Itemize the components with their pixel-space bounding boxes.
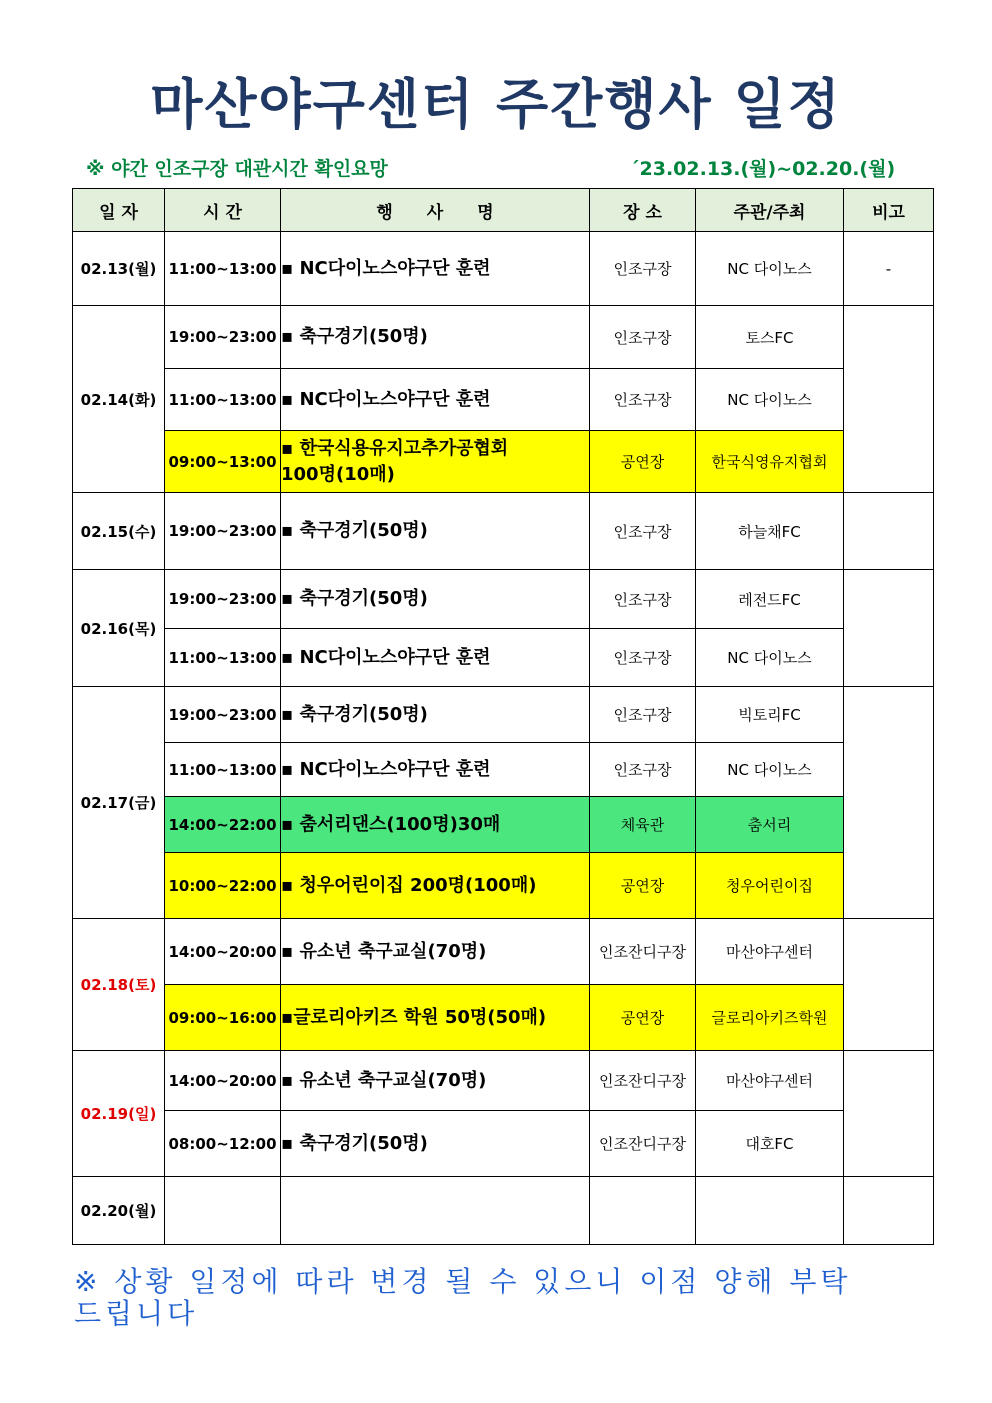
time-cell: 08:00~12:00	[165, 1111, 281, 1177]
time-cell: 11:00~13:00	[165, 232, 281, 306]
place-cell: 인조잔디구장	[590, 919, 696, 985]
place-cell: 인조구장	[590, 629, 696, 687]
table-row	[73, 232, 934, 306]
host-cell: 대호FC	[696, 1111, 844, 1177]
event-cell: ▪ 유소년 축구교실(70명)	[281, 1051, 590, 1111]
header-place: 장 소	[590, 189, 696, 232]
date-range: ´23.02.13.(월)~02.20.(월)	[630, 158, 896, 180]
table-row	[73, 431, 934, 493]
table-row	[73, 853, 934, 919]
header-row	[73, 189, 934, 232]
note-cell	[844, 687, 934, 919]
time-cell: 14:00~22:00	[165, 797, 281, 853]
time-cell: 10:00~22:00	[165, 853, 281, 919]
table-row	[73, 919, 934, 985]
date-cell: 02.18(토)	[73, 919, 165, 1051]
note-cell	[844, 919, 934, 1051]
header-host: 주관/주최	[696, 189, 844, 232]
place-cell: 체육관	[590, 797, 696, 853]
place-cell: 인조구장	[590, 369, 696, 431]
note-cell	[844, 306, 934, 493]
date-cell: 02.17(금)	[73, 687, 165, 919]
table-row	[73, 306, 934, 369]
date-cell: 02.20(월)	[73, 1177, 165, 1245]
date-cell: 02.16(목)	[73, 570, 165, 687]
host-cell: NC 다이노스	[696, 629, 844, 687]
event-cell: ▪ NC다이노스야구단 훈련	[281, 629, 590, 687]
table-row	[73, 493, 934, 570]
place-cell: 공연장	[590, 985, 696, 1051]
time-cell: 11:00~13:00	[165, 629, 281, 687]
event-line-1: ▪ 한국식용유지고추가공협회	[281, 437, 509, 459]
table-row	[73, 1177, 934, 1245]
host-cell: 토스FC	[696, 306, 844, 369]
event-cell	[281, 431, 590, 493]
time-cell: 09:00~16:00	[165, 985, 281, 1051]
schedule-table	[72, 188, 934, 1245]
place-cell	[590, 1177, 696, 1245]
time-cell: 19:00~23:00	[165, 306, 281, 369]
host-cell: 한국식영유지협회	[696, 431, 844, 493]
place-cell: 인조구장	[590, 687, 696, 743]
event-cell: ▪ 축구경기(50명)	[281, 1111, 590, 1177]
place-cell: 공연장	[590, 853, 696, 919]
table-row	[73, 743, 934, 797]
host-cell: 마산야구센터	[696, 919, 844, 985]
footer-notice: ※ 상황 일정에 따라 변경 될 수 있으니 이점 양해 부탁드립니다	[74, 1265, 852, 1330]
header-note: 비고	[844, 189, 934, 232]
date-cell: 02.14(화)	[73, 306, 165, 493]
event-cell: ▪ 축구경기(50명)	[281, 306, 590, 369]
event-line-2: 100명(10매)	[281, 463, 395, 485]
header-time: 시 간	[165, 189, 281, 232]
host-cell: 마산야구센터	[696, 1051, 844, 1111]
table-row	[73, 797, 934, 853]
event-cell: ▪ NC다이노스야구단 훈련	[281, 743, 590, 797]
table-row	[73, 1051, 934, 1111]
event-cell: ▪ 축구경기(50명)	[281, 493, 590, 570]
table-row	[73, 629, 934, 687]
place-cell: 인조구장	[590, 570, 696, 629]
place-cell: 인조구장	[590, 743, 696, 797]
note-cell: -	[844, 232, 934, 306]
event-cell: ▪ NC다이노스야구단 훈련	[281, 232, 590, 306]
time-cell	[165, 1177, 281, 1245]
note-cell	[844, 1177, 934, 1245]
place-cell: 인조잔디구장	[590, 1051, 696, 1111]
event-cell	[281, 1177, 590, 1245]
event-cell: ▪ 청우어린이집 200명(100매)	[281, 853, 590, 919]
time-cell: 14:00~20:00	[165, 919, 281, 985]
table-row	[73, 1111, 934, 1177]
time-cell: 11:00~13:00	[165, 743, 281, 797]
table-row	[73, 687, 934, 743]
host-cell: 글로리아키즈학원	[696, 985, 844, 1051]
table-row	[73, 570, 934, 629]
place-cell: 인조구장	[590, 232, 696, 306]
host-cell: 춤서리	[696, 797, 844, 853]
header-date: 일 자	[73, 189, 165, 232]
time-cell: 14:00~20:00	[165, 1051, 281, 1111]
time-cell: 19:00~23:00	[165, 687, 281, 743]
page-title: 마산야구센터 주간행사 일정	[150, 73, 842, 136]
event-cell: ▪ 춤서리댄스(100명)30매	[281, 797, 590, 853]
time-cell: 19:00~23:00	[165, 570, 281, 629]
notice-subtitle: ※ 야간 인조구장 대관시간 확인요망	[86, 158, 388, 180]
place-cell: 공연장	[590, 431, 696, 493]
date-cell: 02.19(일)	[73, 1051, 165, 1177]
event-cell: ▪글로리아키즈 학원 50명(50매)	[281, 985, 590, 1051]
place-cell: 인조구장	[590, 493, 696, 570]
header-event: 행 사 명	[281, 189, 590, 232]
event-cell: ▪ 유소년 축구교실(70명)	[281, 919, 590, 985]
note-cell	[844, 1051, 934, 1177]
time-cell: 19:00~23:00	[165, 493, 281, 570]
date-cell: 02.13(월)	[73, 232, 165, 306]
place-cell: 인조잔디구장	[590, 1111, 696, 1177]
host-cell: NC 다이노스	[696, 369, 844, 431]
host-cell	[696, 1177, 844, 1245]
host-cell: 레전드FC	[696, 570, 844, 629]
host-cell: 빅토리FC	[696, 687, 844, 743]
event-cell: ▪ 축구경기(50명)	[281, 570, 590, 629]
host-cell: NC 다이노스	[696, 232, 844, 306]
event-cell: ▪ 축구경기(50명)	[281, 687, 590, 743]
note-cell	[844, 570, 934, 687]
place-cell: 인조구장	[590, 306, 696, 369]
host-cell: 청우어린이집	[696, 853, 844, 919]
table-row	[73, 985, 934, 1051]
note-cell	[844, 493, 934, 570]
time-cell: 09:00~13:00	[165, 431, 281, 493]
event-cell: ▪ NC다이노스야구단 훈련	[281, 369, 590, 431]
time-cell: 11:00~13:00	[165, 369, 281, 431]
table-row	[73, 369, 934, 431]
host-cell: NC 다이노스	[696, 743, 844, 797]
host-cell: 하늘채FC	[696, 493, 844, 570]
date-cell: 02.15(수)	[73, 493, 165, 570]
